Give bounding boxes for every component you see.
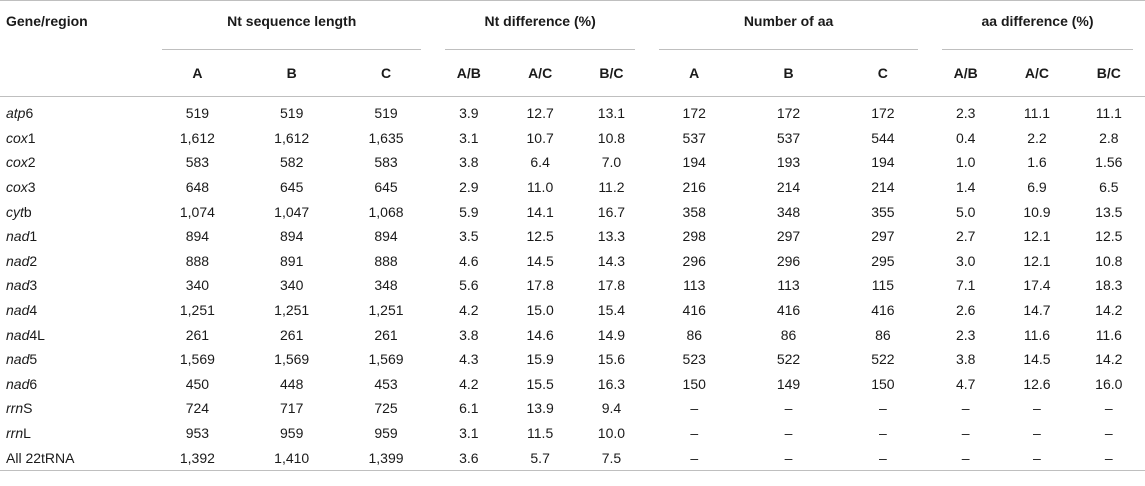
- value-cell: 1,399: [339, 445, 433, 470]
- value-cell: 1.4: [955, 179, 976, 196]
- gene-cell: [0, 224, 150, 249]
- gene-name-suffix: 6: [25, 105, 34, 122]
- value-cell: 959: [280, 425, 304, 442]
- subheader-cell: A/B: [433, 50, 504, 97]
- value-cell: 6.4: [530, 154, 550, 171]
- value-cell: –: [1033, 425, 1041, 442]
- value-cell: 6.1: [459, 400, 479, 417]
- value-cell: 295: [871, 252, 895, 269]
- subheader-cell: A/B: [930, 50, 1001, 97]
- value-cell: 14.6: [526, 326, 554, 343]
- value-cell: 648: [185, 179, 210, 196]
- value-cell: 645: [280, 179, 304, 196]
- value-cell: –: [1104, 400, 1113, 417]
- value-cell: 645: [374, 179, 398, 196]
- value-cell: 12.1: [1023, 228, 1051, 245]
- value-cell: 450: [185, 375, 210, 392]
- value-cell: 453: [374, 375, 398, 392]
- value-cell: 5.0: [955, 203, 976, 220]
- value-cell: 298: [682, 228, 706, 245]
- gene-name-suffix: 3: [29, 277, 38, 294]
- gene-name-suffix: 2: [27, 154, 36, 171]
- value-cell: 1,251: [368, 302, 404, 319]
- gene-name-italic: nad: [6, 351, 30, 368]
- value-cell: 14.5: [1023, 351, 1051, 368]
- table-row: [0, 273, 1145, 298]
- value-cell: –: [741, 445, 835, 470]
- value-cell: 10.7: [526, 129, 554, 146]
- value-cell: 14.5: [526, 252, 554, 269]
- header-aa-difference: aa difference (%): [930, 1, 1145, 51]
- subheader-cell: A: [150, 50, 244, 97]
- gene-name-italic: nad: [6, 302, 30, 319]
- value-cell: –: [961, 400, 970, 417]
- value-cell: 11.6: [1023, 326, 1051, 343]
- value-cell: 5.9: [459, 203, 479, 220]
- value-cell: 214: [776, 179, 801, 196]
- value-cell: 4.2: [459, 375, 479, 392]
- gene-name-italic: nad: [6, 277, 30, 294]
- value-cell: 296: [776, 252, 801, 269]
- value-cell: 1,410: [245, 445, 339, 470]
- value-cell: 348: [776, 203, 801, 220]
- gene-cell: [0, 150, 150, 175]
- value-cell: 3.8: [955, 351, 976, 368]
- value-cell: 959: [374, 425, 398, 442]
- value-cell: 724: [185, 400, 210, 417]
- value-cell: 1,251: [274, 302, 310, 319]
- table-row: [0, 421, 1145, 446]
- gene-cell: [0, 445, 150, 470]
- value-cell: 544: [871, 129, 895, 146]
- gene-cell: [0, 396, 150, 421]
- value-cell: 4.7: [955, 375, 976, 392]
- value-cell: 194: [871, 154, 895, 171]
- value-cell: 16.7: [597, 203, 626, 220]
- value-cell: 522: [776, 351, 801, 368]
- value-cell: 888: [374, 252, 398, 269]
- value-cell: 537: [682, 129, 706, 146]
- value-cell: 14.2: [1095, 302, 1123, 319]
- value-cell: 194: [682, 154, 706, 171]
- value-cell: 416: [871, 302, 895, 319]
- value-cell: 86: [686, 326, 703, 343]
- value-cell: 10.8: [1095, 252, 1123, 269]
- gene-cell: [0, 97, 150, 126]
- subheader-cell: B/C: [1073, 50, 1145, 97]
- gene-name-italic: cox: [6, 179, 28, 196]
- value-cell: 894: [280, 228, 304, 245]
- gene-name-suffix: 4: [29, 302, 38, 319]
- value-cell: –: [690, 400, 699, 417]
- value-cell: –: [878, 400, 887, 417]
- value-cell: 13.9: [526, 400, 554, 417]
- value-cell: 297: [776, 228, 801, 245]
- value-cell: 340: [280, 277, 304, 294]
- value-cell: 416: [776, 302, 801, 319]
- value-cell: 6.5: [1099, 179, 1119, 196]
- value-cell: 358: [682, 203, 706, 220]
- value-cell: 6.9: [1027, 179, 1047, 196]
- value-cell: –: [961, 425, 970, 442]
- value-cell: 150: [871, 375, 895, 392]
- value-cell: 150: [682, 375, 706, 392]
- value-cell: 891: [280, 252, 304, 269]
- value-cell: 3.1: [459, 425, 479, 442]
- value-cell: 12.5: [526, 228, 554, 245]
- value-cell: 7.0: [601, 154, 622, 171]
- gene-name-italic: nad: [6, 252, 30, 269]
- value-cell: 7.1: [955, 277, 976, 294]
- value-cell: 583: [185, 154, 210, 171]
- value-cell: 216: [682, 179, 706, 196]
- value-cell: 261: [374, 326, 398, 343]
- value-cell: –: [647, 445, 741, 470]
- header-row-groups: [0, 1, 1145, 51]
- table-row: [0, 150, 1145, 175]
- value-cell: 11.5: [527, 425, 554, 442]
- value-cell: 14.9: [597, 326, 626, 343]
- value-cell: 12.7: [526, 105, 554, 122]
- value-cell: 4.6: [459, 252, 479, 269]
- value-cell: 261: [185, 326, 210, 343]
- value-cell: 1.6: [1027, 154, 1047, 171]
- value-cell: 5.7: [504, 445, 575, 470]
- value-cell: 522: [871, 351, 895, 368]
- gene-name-suffix: 2: [29, 252, 38, 269]
- value-cell: 2.7: [955, 228, 976, 245]
- value-cell: 17.8: [526, 277, 554, 294]
- value-cell: 13.3: [597, 228, 626, 245]
- value-cell: 14.3: [597, 252, 626, 269]
- subheader-cell: B: [245, 50, 339, 97]
- gene-name-suffix: 3: [27, 179, 36, 196]
- gene-name-suffix: 1: [27, 129, 36, 146]
- table-row: [0, 396, 1145, 421]
- value-cell: 519: [185, 105, 210, 122]
- value-cell: 1,569: [368, 351, 404, 368]
- gene-name-suffix: 1: [29, 228, 38, 245]
- value-cell: 296: [682, 252, 706, 269]
- gene-cell: [0, 249, 150, 274]
- value-cell: 11.6: [1095, 326, 1122, 343]
- value-cell: 0.4: [955, 129, 976, 146]
- value-cell: 115: [871, 277, 895, 294]
- value-cell: 416: [682, 302, 706, 319]
- value-cell: –: [690, 425, 699, 442]
- value-cell: 1,047: [274, 203, 310, 220]
- table-row: [0, 199, 1145, 224]
- value-cell: 1,068: [368, 203, 404, 220]
- value-cell: 13.5: [1095, 203, 1123, 220]
- gene-name-suffix: b: [23, 203, 32, 220]
- value-cell: –: [784, 400, 793, 417]
- gene-name-suffix: 4L: [29, 326, 45, 343]
- value-cell: 1,612: [274, 129, 310, 146]
- value-cell: 16.0: [1095, 375, 1123, 392]
- value-cell: 2.6: [955, 302, 976, 319]
- value-cell: 297: [871, 228, 895, 245]
- value-cell: 5.6: [459, 277, 479, 294]
- value-cell: 1.56: [1095, 154, 1123, 171]
- table-row: [0, 322, 1145, 347]
- value-cell: 3.8: [459, 326, 479, 343]
- gene-cell: [0, 199, 150, 224]
- value-cell: 953: [185, 425, 210, 442]
- subheader-cell: A: [647, 50, 741, 97]
- value-cell: 448: [280, 375, 304, 392]
- subheader-cell: A/C: [1001, 50, 1072, 97]
- gene-name-suffix: S: [23, 400, 33, 417]
- gene-name-italic: atp: [6, 105, 26, 122]
- value-cell: 11.1: [1023, 105, 1051, 122]
- gene-name-italic: nad: [6, 228, 30, 245]
- value-cell: 15.5: [526, 375, 554, 392]
- subheader-cell: A/C: [504, 50, 575, 97]
- value-cell: 3.6: [433, 445, 504, 470]
- value-cell: 14.1: [526, 203, 554, 220]
- value-cell: 10.9: [1023, 203, 1051, 220]
- gene-cell: [0, 347, 150, 372]
- gene-cell: [0, 298, 150, 323]
- value-cell: 1,635: [368, 129, 404, 146]
- value-cell: 10.8: [597, 129, 626, 146]
- value-cell: 355: [871, 203, 895, 220]
- gene-cell: [0, 126, 150, 151]
- value-cell: 725: [374, 400, 398, 417]
- header-gene-region: Gene/region: [0, 1, 150, 51]
- table-row: [0, 97, 1145, 126]
- value-cell: 11.0: [527, 179, 554, 196]
- value-cell: 3.1: [459, 129, 479, 146]
- value-cell: 717: [280, 400, 304, 417]
- gene-name-italic: rrn: [6, 400, 24, 417]
- subheader-cell: C: [836, 50, 930, 97]
- value-cell: 519: [374, 105, 398, 122]
- value-cell: 17.4: [1023, 277, 1051, 294]
- table-row: [0, 224, 1145, 249]
- table-body: [0, 97, 1145, 471]
- value-cell: 86: [780, 326, 797, 343]
- gene-name-italic: cox: [6, 129, 28, 146]
- value-cell: 193: [776, 154, 801, 171]
- value-cell: 18.3: [1095, 277, 1123, 294]
- gene-cell: [0, 372, 150, 397]
- gene-name-suffix: All 22tRNA: [6, 449, 75, 466]
- gene-cell: [0, 175, 150, 200]
- value-cell: 582: [280, 154, 304, 171]
- value-cell: 1,074: [179, 203, 215, 220]
- table-row: [0, 126, 1145, 151]
- value-cell: 11.2: [598, 179, 625, 196]
- value-cell: –: [1001, 445, 1072, 470]
- table-row: [0, 372, 1145, 397]
- value-cell: 86: [875, 326, 891, 343]
- value-cell: –: [878, 425, 887, 442]
- value-cell: –: [1073, 445, 1145, 470]
- header-number-of-aa: Number of aa: [647, 1, 930, 51]
- value-cell: 894: [185, 228, 210, 245]
- subheader-cell: C: [339, 50, 433, 97]
- value-cell: 348: [374, 277, 398, 294]
- value-cell: 3.0: [955, 252, 976, 269]
- value-cell: 2.3: [955, 326, 976, 343]
- header-nt-difference: Nt difference (%): [433, 1, 647, 51]
- value-cell: 583: [374, 154, 398, 171]
- value-cell: –: [1104, 425, 1113, 442]
- value-cell: 16.3: [597, 375, 626, 392]
- value-cell: 7.5: [576, 445, 647, 470]
- subheader-cell: B/C: [576, 50, 647, 97]
- value-cell: 1,392: [150, 445, 244, 470]
- gene-name-suffix: 5: [29, 351, 38, 368]
- value-cell: 17.8: [597, 277, 626, 294]
- value-cell: –: [1033, 400, 1041, 417]
- value-cell: 12.1: [1023, 252, 1051, 269]
- value-cell: 1,251: [179, 302, 215, 319]
- value-cell: 113: [777, 277, 800, 294]
- value-cell: 537: [776, 129, 801, 146]
- value-cell: 261: [280, 326, 304, 343]
- value-cell: 519: [280, 105, 304, 122]
- gene-name-italic: cyt: [6, 203, 24, 220]
- value-cell: 10.0: [597, 425, 626, 442]
- value-cell: –: [784, 425, 793, 442]
- value-cell: 15.9: [526, 351, 554, 368]
- value-cell: 12.5: [1095, 228, 1123, 245]
- gene-name-suffix: 6: [29, 375, 38, 392]
- value-cell: 15.4: [597, 302, 626, 319]
- table-row: [0, 347, 1145, 372]
- value-cell: 894: [374, 228, 398, 245]
- value-cell: 15.0: [526, 302, 554, 319]
- value-cell: 149: [776, 375, 801, 392]
- value-cell: 3.5: [459, 228, 479, 245]
- value-cell: 14.2: [1095, 351, 1123, 368]
- header-row-sub: [0, 50, 1145, 97]
- value-cell: 1,612: [179, 129, 215, 146]
- table-row: [0, 249, 1145, 274]
- value-cell: –: [836, 445, 930, 470]
- gene-name-suffix: L: [23, 425, 31, 442]
- value-cell: 9.4: [601, 400, 622, 417]
- value-cell: 15.6: [597, 351, 626, 368]
- value-cell: 172: [682, 105, 706, 122]
- subheader-cell: B: [741, 50, 835, 97]
- value-cell: 4.3: [459, 351, 479, 368]
- value-cell: 1.0: [955, 154, 976, 171]
- gene-name-italic: cox: [6, 154, 28, 171]
- value-cell: 1,569: [179, 351, 215, 368]
- value-cell: 2.2: [1027, 129, 1047, 146]
- gene-cell: [0, 322, 150, 347]
- value-cell: 11.1: [1095, 105, 1122, 122]
- value-cell: 523: [682, 351, 706, 368]
- header-blank: [0, 50, 150, 97]
- value-cell: 1,569: [274, 351, 310, 368]
- gene-cell: [0, 421, 150, 446]
- value-cell: 4.2: [459, 302, 479, 319]
- value-cell: 2.3: [955, 105, 976, 122]
- value-cell: 888: [185, 252, 210, 269]
- gene-name-italic: rrn: [6, 425, 24, 442]
- value-cell: 3.8: [459, 154, 479, 171]
- header-nt-sequence-length: Nt sequence length: [150, 1, 433, 51]
- table-row: [0, 298, 1145, 323]
- gene-name-italic: nad: [6, 375, 30, 392]
- value-cell: 2.8: [1099, 129, 1119, 146]
- table-row: [0, 445, 1145, 470]
- value-cell: 3.9: [459, 105, 479, 122]
- value-cell: 340: [185, 277, 210, 294]
- value-cell: 12.6: [1023, 375, 1051, 392]
- value-cell: –: [930, 445, 1001, 470]
- value-cell: 113: [683, 277, 706, 294]
- gene-cell: [0, 273, 150, 298]
- value-cell: 214: [871, 179, 895, 196]
- value-cell: 172: [871, 105, 895, 122]
- value-cell: 2.9: [459, 179, 479, 196]
- gene-name-italic: nad: [6, 326, 30, 343]
- value-cell: 13.1: [597, 105, 626, 122]
- value-cell: 172: [776, 105, 801, 122]
- table-row: [0, 175, 1145, 200]
- value-cell: 14.7: [1023, 302, 1051, 319]
